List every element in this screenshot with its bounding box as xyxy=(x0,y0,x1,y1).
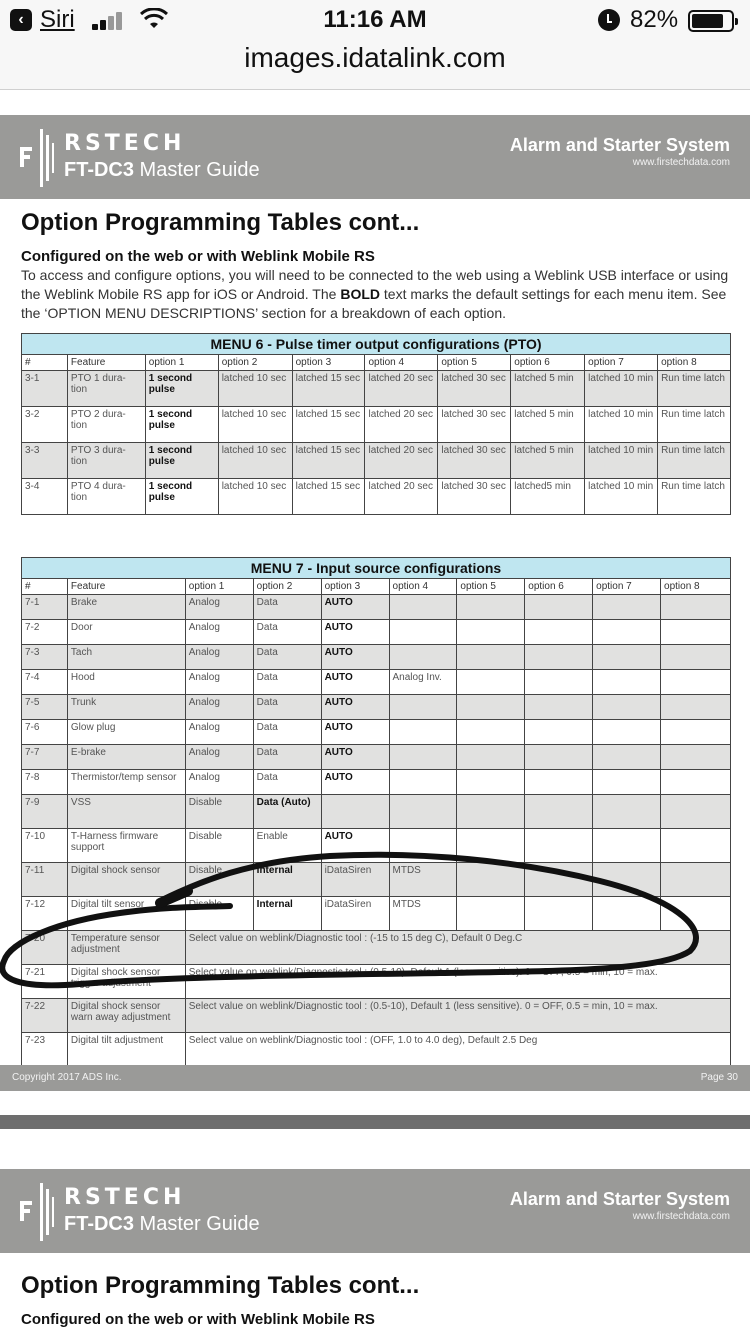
table-cell: AUTO xyxy=(321,770,389,795)
system-title: Alarm and Starter System xyxy=(509,1189,730,1209)
table-cell: Analog xyxy=(185,695,253,720)
table-cell-empty xyxy=(593,829,661,863)
table-cell: latched 5 min xyxy=(511,371,585,407)
table-cell-empty xyxy=(593,770,661,795)
table-cell: 7-6 xyxy=(22,720,68,745)
table-cell: # xyxy=(22,579,68,595)
guide-title: FT-DC3 Master Guide xyxy=(64,1213,260,1235)
table-cell: Data xyxy=(253,645,321,670)
table-cell-empty xyxy=(593,863,661,897)
table-cell: Internal xyxy=(253,897,321,931)
brand-logo-text: RSTECH xyxy=(64,1185,186,1210)
table-cell: latched5 min xyxy=(511,479,585,515)
table-cell: 1 second pulse xyxy=(145,443,218,479)
table-row xyxy=(22,1033,731,1067)
web-page[interactable] xyxy=(0,91,750,1334)
table-cell-empty xyxy=(525,645,593,670)
table-row xyxy=(22,795,731,829)
firstech-logo-icon xyxy=(20,1179,60,1245)
table-cell xyxy=(389,595,457,620)
table-cell xyxy=(321,795,389,829)
table-cell: latched 10 min xyxy=(585,371,658,407)
table-cell: AUTO xyxy=(321,645,389,670)
page-gap xyxy=(0,1091,750,1115)
table-cell-empty xyxy=(593,795,661,829)
menu7-table xyxy=(21,557,731,1067)
system-url: www.firstechdata.com xyxy=(632,1211,730,1222)
table-row xyxy=(22,595,731,620)
brand-logo-text: RSTECH xyxy=(64,131,186,156)
table-cell: Digital tilt adjustment xyxy=(67,1033,185,1067)
table-cell-empty xyxy=(457,645,525,670)
table-cell: latched 15 sec xyxy=(292,407,365,443)
page-separator xyxy=(0,1115,750,1129)
table-cell: Analog xyxy=(185,770,253,795)
table-row xyxy=(22,931,731,965)
table-row xyxy=(22,645,731,670)
table-cell: Run time latch xyxy=(658,443,731,479)
table-cell: 7-11 xyxy=(22,863,68,897)
table-cell: Enable xyxy=(253,829,321,863)
page-subtitle-next: Configured on the web or with Weblink Mobile RS xyxy=(21,1311,375,1328)
table-cell: Hood xyxy=(67,670,185,695)
table-cell: Digital tilt sensor xyxy=(67,897,185,931)
table-cell: AUTO xyxy=(321,829,389,863)
table-cell: Door xyxy=(67,620,185,645)
table-header-row xyxy=(22,355,731,371)
table-cell-empty xyxy=(593,745,661,770)
page-subtitle: Configured on the web or with Weblink Mobile RS xyxy=(21,248,375,265)
table-cell: Data xyxy=(253,695,321,720)
table-cell: E-brake xyxy=(67,745,185,770)
table-cell: AUTO xyxy=(321,595,389,620)
table-cell: latched 10 sec xyxy=(218,407,292,443)
table-cell: option 8 xyxy=(661,579,731,595)
table-cell: latched 20 sec xyxy=(365,443,438,479)
table-cell: latched 20 sec xyxy=(365,371,438,407)
table-cell: Data (Auto) xyxy=(253,795,321,829)
clock: 11:16 AM xyxy=(323,6,427,33)
table-cell: latched 10 sec xyxy=(218,371,292,407)
table-cell-empty xyxy=(661,645,731,670)
table-cell: option 5 xyxy=(438,355,511,371)
table-cell: VSS xyxy=(67,795,185,829)
table-cell: 3-4 xyxy=(22,479,68,515)
table-cell: 7-3 xyxy=(22,645,68,670)
table-cell-empty xyxy=(593,720,661,745)
table-cell: iDataSiren xyxy=(321,863,389,897)
battery-percent: 82% xyxy=(630,6,679,33)
table-cell: latched 15 sec xyxy=(292,443,365,479)
table-cell: PTO 4 dura-tion xyxy=(67,479,145,515)
table-header-row xyxy=(22,579,731,595)
copyright: Copyright 2017 ADS Inc. xyxy=(12,1072,122,1083)
table-cell: latched 5 min xyxy=(511,407,585,443)
table-cell: latched 10 min xyxy=(585,407,658,443)
system-title: Alarm and Starter System xyxy=(509,135,730,155)
table-cell-empty xyxy=(457,897,525,931)
document-header-next xyxy=(0,1169,750,1253)
table-cell: Temperature sensor adjustment xyxy=(67,931,185,965)
table-cell: Analog xyxy=(185,720,253,745)
table-row xyxy=(22,745,731,770)
table-cell-empty xyxy=(661,863,731,897)
table-cell: Data xyxy=(253,770,321,795)
table-cell-empty xyxy=(593,670,661,695)
table-cell xyxy=(389,645,457,670)
table-cell: latched 30 sec xyxy=(438,479,511,515)
menu6-caption: MENU 6 - Pulse timer output configurations (PTO) xyxy=(22,334,731,355)
table-cell: 1 second pulse xyxy=(145,407,218,443)
table-cell: option 4 xyxy=(365,355,438,371)
table-row xyxy=(22,670,731,695)
table-cell: option 7 xyxy=(585,355,658,371)
table-cell xyxy=(389,620,457,645)
table-cell: AUTO xyxy=(321,620,389,645)
table-row xyxy=(22,863,731,897)
table-cell: AUTO xyxy=(321,670,389,695)
table-cell: AUTO xyxy=(321,745,389,770)
table-cell-empty xyxy=(525,795,593,829)
table-cell: Disable xyxy=(185,829,253,863)
table-cell: Tach xyxy=(67,645,185,670)
table-cell xyxy=(389,795,457,829)
table-cell: Disable xyxy=(185,897,253,931)
document-header xyxy=(0,115,750,199)
table-cell: Analog xyxy=(185,620,253,645)
table-cell-empty xyxy=(457,695,525,720)
table-row xyxy=(22,620,731,645)
table-cell: latched 15 sec xyxy=(292,479,365,515)
table-cell: T-Harness firmware support xyxy=(67,829,185,863)
table-cell: 1 second pulse xyxy=(145,479,218,515)
page-title-next: Option Programming Tables cont... xyxy=(21,1272,420,1299)
table-row xyxy=(22,695,731,720)
table-cell: latched 10 sec xyxy=(218,479,292,515)
table-cell: Data xyxy=(253,595,321,620)
table-row xyxy=(22,897,731,931)
table-cell-empty xyxy=(525,595,593,620)
page-number: Page 30 xyxy=(700,1072,738,1083)
table-cell: Analog xyxy=(185,745,253,770)
table-cell: Data xyxy=(253,670,321,695)
table-row xyxy=(22,965,731,999)
table-cell xyxy=(389,770,457,795)
table-cell: 7-5 xyxy=(22,695,68,720)
table-cell: latched 20 sec xyxy=(365,479,438,515)
table-cell-empty xyxy=(661,770,731,795)
table-cell: Disable xyxy=(185,863,253,897)
table-cell-empty xyxy=(457,795,525,829)
table-cell xyxy=(389,745,457,770)
table-cell-empty xyxy=(525,745,593,770)
table-cell: 7-20 xyxy=(22,931,68,965)
table-cell-empty xyxy=(525,620,593,645)
table-cell: Feature xyxy=(67,355,145,371)
table-cell: PTO 2 dura-tion xyxy=(67,407,145,443)
status-bar xyxy=(0,0,750,40)
table-cell xyxy=(389,829,457,863)
table-cell: Select value on weblink/Diagnostic tool : (-15 to 15 deg C), Default 0 Deg.C xyxy=(185,931,730,965)
table-cell: option 5 xyxy=(457,579,525,595)
table-cell: 7-4 xyxy=(22,670,68,695)
table-cell-empty xyxy=(661,829,731,863)
table-cell: option 8 xyxy=(658,355,731,371)
table-cell: 7-23 xyxy=(22,1033,68,1067)
table-cell-empty xyxy=(661,745,731,770)
table-cell: latched 30 sec xyxy=(438,443,511,479)
table-cell: Analog xyxy=(185,645,253,670)
table-cell: 7-2 xyxy=(22,620,68,645)
table-cell: MTDS xyxy=(389,863,457,897)
table-cell: latched 20 sec xyxy=(365,407,438,443)
table-cell-empty xyxy=(593,897,661,931)
table-cell: option 4 xyxy=(389,579,457,595)
table-cell-empty xyxy=(593,595,661,620)
table-cell-empty xyxy=(457,670,525,695)
table-cell-empty xyxy=(593,620,661,645)
page-gap-2 xyxy=(0,1129,750,1169)
table-cell: 7-8 xyxy=(22,770,68,795)
table-cell: 7-22 xyxy=(22,999,68,1033)
table-cell xyxy=(389,695,457,720)
table-cell: MTDS xyxy=(389,897,457,931)
table-cell-empty xyxy=(593,645,661,670)
table-cell: Internal xyxy=(253,863,321,897)
table-cell-empty xyxy=(661,670,731,695)
table-cell: Thermistor/temp sensor xyxy=(67,770,185,795)
table-cell: Digital shock sensor trigger adjustment xyxy=(67,965,185,999)
back-arrow-icon[interactable]: ‹ xyxy=(10,9,32,31)
table-cell-empty xyxy=(457,829,525,863)
table-cell-empty xyxy=(457,720,525,745)
table-cell: 7-7 xyxy=(22,745,68,770)
document-footer xyxy=(0,1065,750,1091)
table-cell: option 3 xyxy=(321,579,389,595)
back-to-app-link[interactable]: Siri xyxy=(40,6,75,33)
menu7-caption: MENU 7 - Input source configurations xyxy=(22,558,731,579)
table-cell: option 3 xyxy=(292,355,365,371)
table-cell-empty xyxy=(661,620,731,645)
table-cell: option 2 xyxy=(253,579,321,595)
table-cell: latched 15 sec xyxy=(292,371,365,407)
table-cell: AUTO xyxy=(321,695,389,720)
table-cell-empty xyxy=(661,795,731,829)
table-cell-empty xyxy=(457,745,525,770)
system-url: www.firstechdata.com xyxy=(632,157,730,168)
table-cell: latched 30 sec xyxy=(438,407,511,443)
table-row xyxy=(22,479,731,515)
table-row xyxy=(22,999,731,1033)
table-cell-empty xyxy=(525,829,593,863)
table-cell: Data xyxy=(253,720,321,745)
table-cell: option 2 xyxy=(218,355,292,371)
address-bar[interactable] xyxy=(0,40,750,90)
table-cell-empty xyxy=(457,620,525,645)
table-cell: Brake xyxy=(67,595,185,620)
table-cell-empty xyxy=(457,595,525,620)
table-cell-empty xyxy=(525,670,593,695)
table-cell: AUTO xyxy=(321,720,389,745)
url-text[interactable]: images.idatalink.com xyxy=(244,42,506,73)
table-cell: Analog xyxy=(185,595,253,620)
table-cell: 3-3 xyxy=(22,443,68,479)
table-cell-empty xyxy=(525,863,593,897)
table-row xyxy=(22,770,731,795)
table-cell-empty xyxy=(525,897,593,931)
table-cell: option 1 xyxy=(145,355,218,371)
table-cell: PTO 1 dura-tion xyxy=(67,371,145,407)
table-cell: 7-9 xyxy=(22,795,68,829)
table-row xyxy=(22,407,731,443)
table-cell: latched 30 sec xyxy=(438,371,511,407)
table-cell: 3-2 xyxy=(22,407,68,443)
table-cell: Trunk xyxy=(67,695,185,720)
guide-title: FT-DC3 Master Guide xyxy=(64,159,260,181)
table-cell-empty xyxy=(661,595,731,620)
table-cell: Feature xyxy=(67,579,185,595)
table-cell: Analog xyxy=(185,670,253,695)
table-cell: latched 10 sec xyxy=(218,443,292,479)
table-cell: 7-21 xyxy=(22,965,68,999)
table-cell: 7-10 xyxy=(22,829,68,863)
table-cell: Glow plug xyxy=(67,720,185,745)
table-cell: Digital shock sensor warn away adjustment xyxy=(67,999,185,1033)
intro-paragraph: To access and configure options, you will need to be connected to the web using a Weblink USB interface or using the Weblink Mobile RS app for iOS or Android. The BOLD text marks the default settings for each menu item. See the ‘OPTION MENU DESCRIPTIONS’ section for a breakdown of each option. xyxy=(21,267,729,321)
table-cell: latched 10 min xyxy=(585,479,658,515)
table-row xyxy=(22,720,731,745)
table-cell: # xyxy=(22,355,68,371)
table-cell: latched 10 min xyxy=(585,443,658,479)
table-cell: Data xyxy=(253,745,321,770)
table-cell-empty xyxy=(525,770,593,795)
table-cell: Data xyxy=(253,620,321,645)
table-cell: Select value on weblink/Diagnostic tool : (0.5-10), Default 1 (less sensitive). 0 = OFF, 0.5 = min, 10 = max. xyxy=(185,965,730,999)
firstech-logo-icon xyxy=(20,125,60,191)
table-cell xyxy=(389,720,457,745)
table-cell: option 7 xyxy=(593,579,661,595)
table-cell: 7-1 xyxy=(22,595,68,620)
table-cell: option 6 xyxy=(525,579,593,595)
table-cell: Analog Inv. xyxy=(389,670,457,695)
table-cell: latched 5 min xyxy=(511,443,585,479)
alarm-icon xyxy=(598,9,620,31)
menu6-table xyxy=(21,333,731,515)
table-row xyxy=(22,371,731,407)
table-row xyxy=(22,443,731,479)
table-cell: Select value on weblink/Diagnostic tool : (0.5-10), Default 1 (less sensitive). 0 = OFF, 0.5 = min, 10 = max. xyxy=(185,999,730,1033)
table-row xyxy=(22,829,731,863)
table-cell: 7-12 xyxy=(22,897,68,931)
table-cell-empty xyxy=(457,863,525,897)
table-cell: Run time latch xyxy=(658,407,731,443)
table-cell: 1 second pulse xyxy=(145,371,218,407)
table-cell: Disable xyxy=(185,795,253,829)
table-cell: PTO 3 dura-tion xyxy=(67,443,145,479)
table-cell-empty xyxy=(457,770,525,795)
table-cell-empty xyxy=(661,720,731,745)
table-cell-empty xyxy=(661,695,731,720)
table-cell: Digital shock sensor xyxy=(67,863,185,897)
table-cell: iDataSiren xyxy=(321,897,389,931)
table-cell: Select value on weblink/Diagnostic tool : (OFF, 1.0 to 4.0 deg), Default 2.5 Deg xyxy=(185,1033,730,1067)
table-cell: option 1 xyxy=(185,579,253,595)
page-title: Option Programming Tables cont... xyxy=(21,209,420,236)
table-cell: option 6 xyxy=(511,355,585,371)
table-cell-empty xyxy=(525,720,593,745)
table-cell: 3-1 xyxy=(22,371,68,407)
table-cell: Run time latch xyxy=(658,479,731,515)
table-cell-empty xyxy=(593,695,661,720)
table-cell-empty xyxy=(525,695,593,720)
table-cell: Run time latch xyxy=(658,371,731,407)
battery-icon xyxy=(688,10,734,32)
table-cell-empty xyxy=(661,897,731,931)
